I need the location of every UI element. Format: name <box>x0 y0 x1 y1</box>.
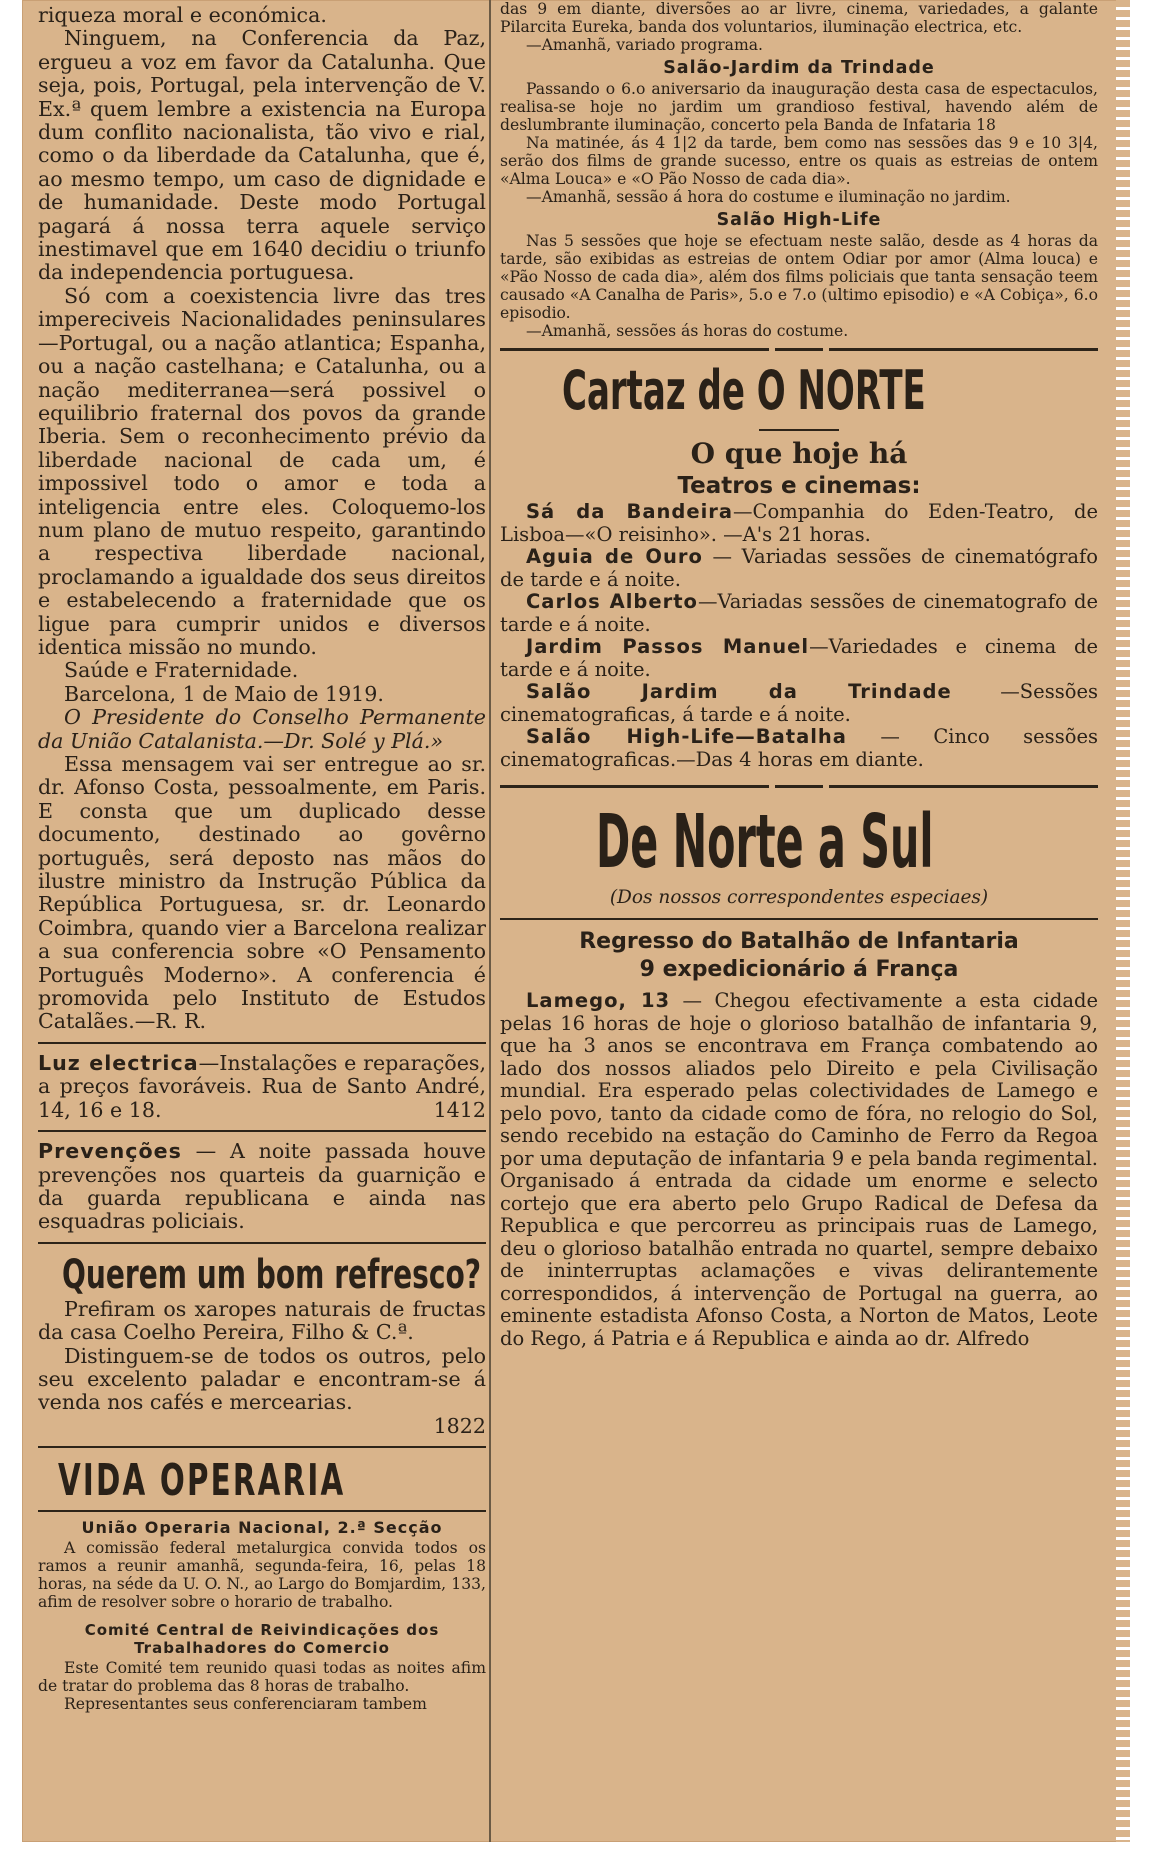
entry-lead: Salão High-Life—Batalha <box>526 725 847 748</box>
article-paragraph: Saúde e Fraternidade. <box>64 658 299 683</box>
advert-headline: Querem um bom refresco? <box>62 1251 482 1298</box>
salao-jardim-text: Na matinée, ás 4 1|2 da tarde, bem como nas sessões das 9 e 10 3|4, serão dos films de grande sucesso, entre os quais as estreias de ontem «Alma Louca» e «O Pão Nosso de cada dia». <box>500 134 1098 188</box>
entry-lead: Aguia de Ouro <box>526 545 703 568</box>
notice-text: — A noite passada houve prevenções nos quarteis da guarnição e da guarda republicana e ainda nas esquadras policiais. <box>38 1139 486 1234</box>
newspaper-clipping <box>22 0 1122 1842</box>
top-amanha: —Amanhã, variado programa. <box>526 36 764 54</box>
cartaz-entry <box>500 726 1098 771</box>
catalunha-article <box>38 4 486 1034</box>
cartaz-entry <box>500 681 1098 726</box>
divider-rule <box>500 918 1098 920</box>
cartaz-section <box>500 359 1098 771</box>
notice-heading: União Operaria Nacional, 2.ª Secção <box>81 1518 443 1538</box>
notice-text: Representantes seus conferenciaram tambem <box>64 1695 427 1714</box>
article-headline: 9 expedicionário á França <box>639 957 959 982</box>
article-headline: Regresso do Batalhão de Infantaria <box>579 929 1019 954</box>
high-life-text: —Amanhã, sessões ás horas do costume. <box>526 322 849 340</box>
entry-lead: Sá da Bandeira <box>526 500 734 523</box>
notice-text: Este Comité tem reunido quasi todas as noites afim de tratar do problema das 8 horas de trabalho. <box>38 1659 486 1696</box>
entry-text: —Companhia do Eden-Teatro, de Lisboa—«O reisinho». —A's 21 horas. <box>500 500 1098 546</box>
advert-ref: 1822 <box>433 1413 486 1438</box>
entry-text: —Variadas sessões de cinematografo de tarde e á noite. <box>500 590 1098 636</box>
ornament-rule <box>500 348 1098 351</box>
article-paragraph: riqueza moral e económica. <box>38 3 327 27</box>
section-headline: VIDA OPERARIA <box>58 1455 346 1507</box>
cartaz-section-title: Teatros e cinemas: <box>677 473 921 499</box>
article-text: — Chegou efectivamente a esta cidade pelas 16 horas de hoje o glorioso batalhão de infantaria 9, que ha 3 anos se encontrava em França combatendo ao lado dos nossos aliados pelo Direito e pela Civilisação mundial. Era esperado pelas colectividades de Lamego e pelo povo, tanto da cidade como de fóra, no relogio do Sol, sendo recebido na estação do Caminho de Ferro da Regoa por uma deputação de infantaria 9 e pela banda regimental. Organisado á entrada da cidade um enorme e selecto cortejo que era aberto pelo Grupo Radical de Defesa da Republica e que percorreu as principais ruas de Lamego, deu o glorioso batalhão entrada no quartel, sempre debaixo de ininterruptas aclamações e vivas delirantemente correspondidos, á intervenção de Portugal na guerra, ao eminente estadista Afonso Costa, a Norton de Matos, Leote do Rego, á Patria e á Republica e ainda ao dr. Alfredo <box>500 989 1098 1350</box>
high-life-heading: Salão High-Life <box>716 210 882 230</box>
salao-jardim-text: —Amanhã, sessão á hora do costume e iluminação no jardim. <box>526 188 1011 206</box>
article-paragraph: Essa mensagem vai ser entregue ao sr. dr. Afonso Costa, pessoalmente, em Paris. E consta que um duplicado desse documento, destinado ao govêrno português, será deposto nas mãos do ilustre ministro da Instrução Pública da República Portuguesa, sr. dr. Leonardo Coimbra, quando vier a Barcelona realizar a sua conferencia sobre «O Pensamento Português Moderno». A conferencia é promovida pelo Instituto de Estudos Catalães.—R. R. <box>38 752 486 1034</box>
refresco-advert <box>38 1252 486 1438</box>
entry-text: —Sessões cinematograficas, á tarde e á noite. <box>500 680 1098 726</box>
right-column <box>500 0 1098 1842</box>
article-paragraph: Só com a coexistencia livre das tres impereciveis Nacionalidades peninsulares—Portugal, ou a nação atlantica; Espanha, ou a nação castelhana; e Catalunha, ou a nação mediterranea—será possivel o equilibrio fraternal dos povos da grande Iberia. Sem o reconhecimento prévio da liberdade nacional de cada um, é impossivel todo o amor e toda a inteligencia entre eles. Coloquemo-los num plano de mutuo respeito, garantindo a respectiva liberdade nacional, proclamando a igualdade dos seus direitos e estabelecendo a fraternidade que os ligue para cumprir unidos e diversos identica missão no mundo. <box>38 283 486 659</box>
left-column <box>38 0 486 1842</box>
divider-rule <box>38 1242 486 1244</box>
entry-text: —Variedades e cinema de tarde e á noite. <box>500 635 1098 681</box>
norte-a-sul-headline: De Norte a Sul <box>596 799 934 885</box>
prevencoes-notice <box>38 1140 486 1234</box>
cartaz-entry <box>500 591 1098 636</box>
entry-lead: Salão Jardim da Trindade <box>526 680 952 703</box>
advert-text: Prefiram os xaropes naturais de fructas da casa Coelho Pereira, Filho & C.ª. <box>38 1296 486 1345</box>
cartaz-entry <box>500 501 1098 546</box>
entry-lead: Jardim Passos Manuel <box>526 635 810 658</box>
salao-jardim-heading: Salão-Jardim da Trindade <box>663 58 935 78</box>
advert-text: Distinguem-se de todos os outros, pelo seu excelento paladar e encontram-se á venda nos cafés e mercearias. <box>38 1343 486 1415</box>
entry-text: — Cinco sessões cinematograficas.—Das 4 horas em diante. <box>500 725 1098 771</box>
cartaz-entry <box>500 546 1098 591</box>
article-lead: Lamego, 13 <box>526 989 671 1012</box>
salao-jardim-text: Passando o 6.o aniversario da inauguração desta casa de espectaculos, realisa-se hoje no jardim um grandioso festival, havendo além de deslumbrante iluminação, concerto pela Banda de Infataria 18 <box>500 80 1098 134</box>
divider-rule <box>38 1042 486 1044</box>
article-body <box>500 990 1098 1350</box>
notice-lead: Prevenções <box>38 1139 182 1164</box>
notice-heading: Comité Central de Reivindicações dos Trabalhadores do Comercio <box>84 1621 440 1658</box>
notice-ref: 1412 <box>433 1097 486 1122</box>
divider-rule <box>38 1130 486 1132</box>
article-signature: O Presidente do Conselho Permanente da União Catalanista.—Dr. Solé y Plá.» <box>38 705 486 753</box>
short-rule <box>759 429 839 431</box>
column-divider <box>489 0 491 1842</box>
cartaz-entry <box>500 636 1098 681</box>
article-date: Barcelona, 1 de Maio de 1919. <box>64 681 384 706</box>
norte-a-sul-section <box>500 798 1098 910</box>
cartaz-headline: Cartaz de O NORTE <box>562 359 926 422</box>
divider-rule <box>38 1446 486 1448</box>
divider-rule <box>38 1510 486 1512</box>
norte-a-sul-subtitle: (Dos nossos correspondentes especiaes) <box>609 887 989 908</box>
regresso-article <box>500 928 1098 1350</box>
notice-text: A comissão federal metalurgica convida todos os ramos a reunir amanhã, segunda-feira, 16, pelas 18 horas, na séde da U. O. N., ao Largo do Bomjardim, 133, afim de resolver sobre o horario de trabalho. <box>38 1539 486 1612</box>
high-life-text: Nas 5 sessões que hoje se efectuam neste salão, desde as 4 horas da tarde, são exibidas as estreias de ontem Odiar por amor (Alma louca) e «Pão Nosso de cada dia», além dos films policiais que tanta sensação teem causado «A Canalha de Paris», 5.o e 7.o (ultimo episodio) e «A Cobiça», 6.o episodio. <box>500 232 1098 322</box>
cartaz-subhead: O que hoje há <box>690 437 908 470</box>
entry-text: — Variadas sessões de cinematógrafo de tarde e á noite. <box>500 545 1098 591</box>
ornament-rule <box>500 785 1098 788</box>
luz-electrica-notice <box>38 1052 486 1122</box>
entry-lead: Carlos Alberto <box>526 590 698 613</box>
vida-operaria-section <box>38 1456 486 1713</box>
notice-lead: Luz electrica <box>38 1050 199 1075</box>
article-paragraph: Ninguem, na Conferencia da Paz, ergueu a voz em favor da Catalunha. Que seja, pois, Portugal, pela intervenção de V. Ex.ª quem lembre a existencia na Europa dum conflito nacionalista, tão vivo e rial, como o da liberdade da Catalunha, que é, ao mesmo tempo, um caso de dignidade e de humanidade. Deste modo Portugal pagará á nossa terra aquele serviço inestimavel que em 1640 decidiu o triunfo da independencia portuguesa. <box>38 26 486 285</box>
top-fragment: das 9 em diante, diversões ao ar livre, cinema, variedades, a galante Pilarcita Eureka, banda dos voluntarios, iluminação electrica, etc. <box>500 0 1098 36</box>
notice-text: —Instalações e reparações, a preços favoráveis. Rua de Santo André, 14, 16 e 18. <box>38 1050 486 1122</box>
